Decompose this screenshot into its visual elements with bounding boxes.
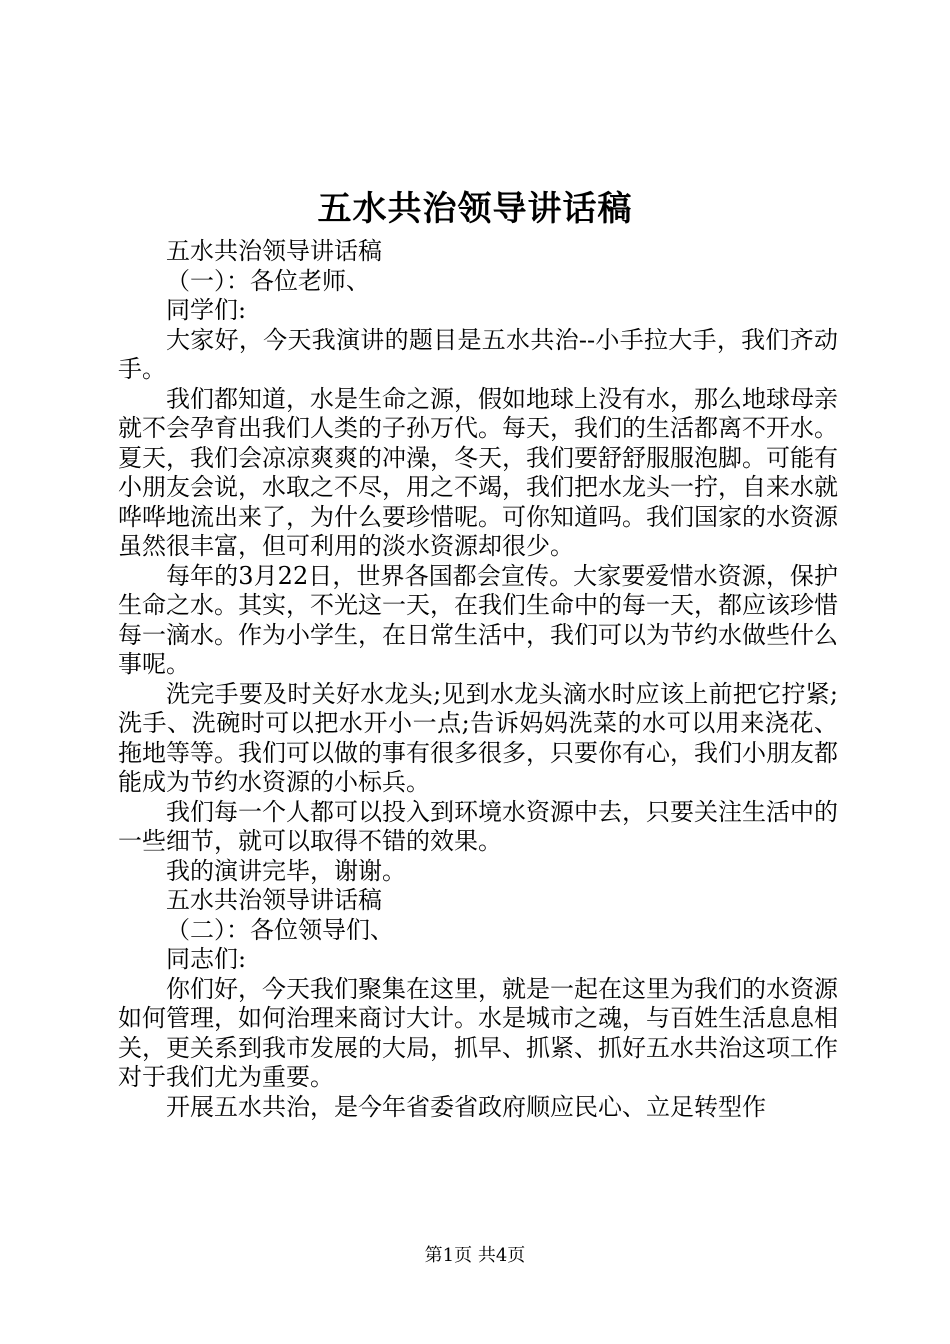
paragraph: 开展五水共治，是今年省委省政府顺应民心、立足转型作	[166, 1092, 766, 1121]
paragraph: 大家好，今天我演讲的题目是五水共治--小手拉大手，我们齐动手。	[118, 325, 838, 383]
paragraph: 我们每一个人都可以投入到环境水资源中去，只要关注生活中的一些细节，就可以取得不错的效果。	[118, 797, 838, 855]
page-footer: 第1页 共4页	[424, 1245, 526, 1266]
paragraph: 我的演讲完毕，谢谢。	[166, 856, 406, 885]
paragraph: （一）：各位老师、	[166, 266, 370, 295]
paragraph: （二）：各位领导们、	[166, 915, 394, 944]
paragraph: 我们都知道，水是生命之源，假如地球上没有水，那么地球母亲就不会孕育出我们人类的子孙万代。每天，我们的生活都离不开水。夏天，我们会凉凉爽爽的冲澡，冬天，我们要舒舒服服泡脚。可能有小朋友会说，水取之不尽，用之不竭，我们把水龙头一拧，自来水就哗哗地流出来了，为什么要珍惜呢。可你知道吗。我们国家的水资源虽然很丰富，但可利用的淡水资源却很少。	[118, 384, 838, 560]
document-title: 五水共治领导讲话稿	[317, 189, 633, 229]
paragraph: 五水共治领导讲话稿	[166, 237, 382, 265]
paragraph: 同志们:	[166, 945, 247, 973]
paragraph: 洗完手要及时关好水龙头;见到水龙头滴水时应该上前把它拧紧;洗手、洗碗时可以把水开小一点;告诉妈妈洗菜的水可以用来浇花、拖地等等。我们可以做的事有很多很多，只要你有心，我们小朋友都能成为节约水资源的小标兵。	[118, 679, 838, 796]
paragraph: 同学们:	[166, 296, 247, 324]
paragraph: 每年的3月22日，世界各国都会宣传。大家要爱惜水资源，保护生命之水。其实，不光这一天，在我们生命中的每一天，都应该珍惜每一滴水。作为小学生，在日常生活中，我们可以为节约水做些什么事呢。	[118, 561, 838, 678]
paragraph: 你们好，今天我们聚集在这里，就是一起在这里为我们的水资源如何管理，如何治理来商讨大计。水是城市之魂，与百姓生活息息相关，更关系到我市发展的大局，抓早、抓紧、抓好五水共治这项工作对于我们尤为重要。	[118, 974, 838, 1091]
paragraph: 五水共治领导讲话稿	[166, 886, 382, 914]
document-body	[118, 237, 838, 1122]
